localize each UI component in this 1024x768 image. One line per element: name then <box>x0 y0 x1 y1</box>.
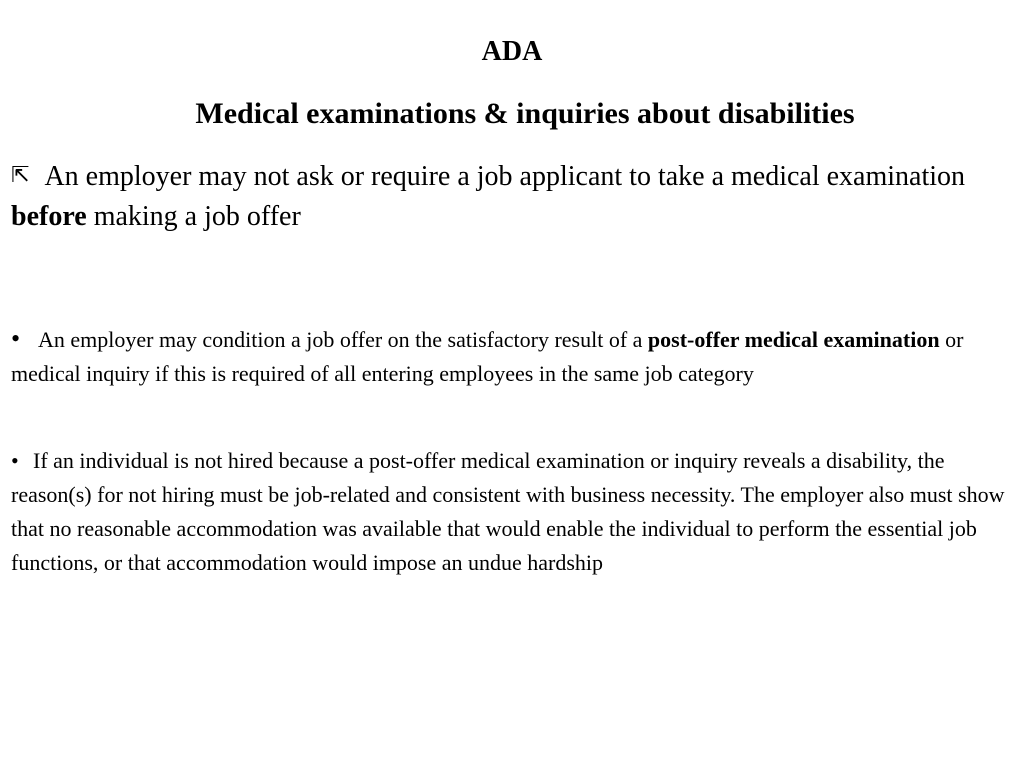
point-pre-offer-text-before: An employer may not ask or require a job applicant to take a medical examination <box>39 161 966 192</box>
slide-title: ADA <box>481 36 543 67</box>
point-post-offer-text-after: or medical inquiry if this is required of all entering employees in the same job category <box>11 327 964 386</box>
point-post-offer-bold: post-offer medical examination <box>647 327 940 352</box>
point-pre-offer <box>11 156 1011 237</box>
point-not-hired <box>11 444 1011 580</box>
bullet-icon: • <box>11 324 21 353</box>
point-pre-offer-bold: before <box>11 201 87 232</box>
bullet-icon: • <box>11 448 19 473</box>
point-pre-offer-text-after: making a job offer <box>86 201 301 232</box>
slide-subtitle: Medical examinations & inquiries about disabilities <box>195 97 855 130</box>
point-not-hired-text: If an individual is not hired because a post-offer medical examination or inquiry reveals a disability, the reason(s) for not hiring must be job-related and consistent with business necessity. The employer also must show that no reasonable accommodation was available that would enable the individual to perform the essential job functions, or that accommodation would impose an undue hardship <box>11 448 1005 575</box>
point-post-offer <box>11 322 1011 391</box>
arrow-up-left-icon: ⇱ <box>11 163 30 188</box>
point-post-offer-text-before: An employer may condition a job offer on the satisfactory result of a <box>38 327 648 352</box>
